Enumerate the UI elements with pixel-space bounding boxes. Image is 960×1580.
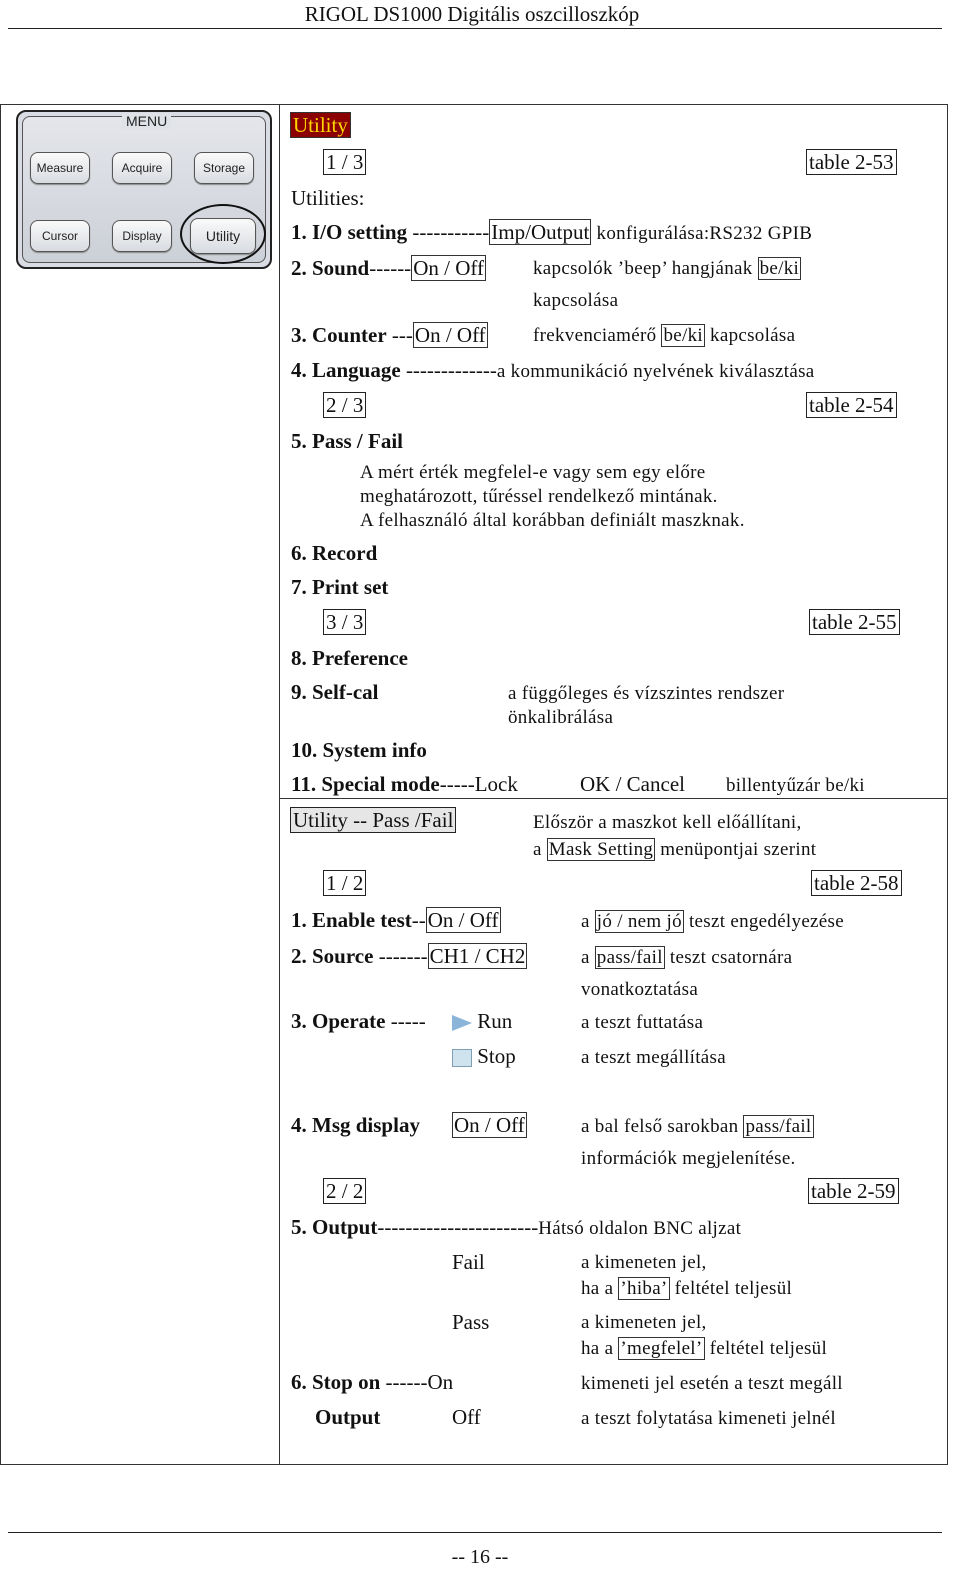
output-pass-label: Pass: [452, 1310, 490, 1334]
enable-test-value: On / Off: [427, 908, 499, 932]
run-label: Run: [477, 1009, 513, 1033]
msg-display-row: [291, 1113, 420, 1138]
utility-key: Utility: [190, 218, 256, 254]
stop-on-dash: ------: [385, 1370, 428, 1394]
source-desc: [581, 947, 792, 969]
run-row: [452, 1009, 512, 1034]
special-mode-options: OK / Cancel: [580, 772, 685, 796]
enable-test-desc-3: teszt engedélyezése: [688, 911, 844, 932]
source-desc-3: teszt csatornára: [669, 947, 793, 968]
counter-desc-2: kapcsolása: [710, 325, 796, 346]
output-label: 5. Output: [291, 1215, 378, 1239]
output-row: [291, 1215, 741, 1240]
language-desc: a kommunikáció nyelvének kiválasztása: [496, 361, 815, 382]
header-rule: [8, 28, 942, 29]
record-label: 6. Record: [291, 541, 378, 565]
special-mode-lock: Lock: [474, 772, 518, 796]
utility-highlight-ring: [180, 204, 266, 264]
page-indicator-2-3: 2 / 3: [323, 392, 366, 418]
page-number: -- 16 --: [451, 1546, 509, 1568]
stop-on-row: [291, 1370, 453, 1395]
output-fail-desc-box: ’hiba’: [620, 1278, 668, 1299]
source-row: [291, 944, 527, 969]
output-pass-desc-2a: ha a: [581, 1338, 614, 1359]
stop-label: Stop: [477, 1044, 516, 1068]
table-ref-2-59: table 2-59: [808, 1178, 899, 1204]
io-setting-dash: -----------: [412, 220, 490, 244]
counter-dash: ---: [391, 323, 413, 347]
source-desc-1: a: [581, 947, 590, 968]
counter-desc: [533, 325, 795, 347]
utilities-heading: Utilities:: [291, 186, 365, 210]
source-value: CH1 / CH2: [429, 944, 526, 968]
source-desc-box: pass/fail: [596, 947, 663, 968]
cursor-key: Cursor: [30, 220, 90, 252]
operate-dash: -----: [390, 1009, 426, 1033]
page-indicator-2-2: 2 / 2: [323, 1178, 366, 1204]
language-label: 4. Language: [291, 358, 401, 382]
footer-rule: [8, 1532, 942, 1533]
pass-fail-desc-2: meghatározott, tűréssel rendelkező mintának.: [360, 486, 718, 507]
passfail-intro-2c: menüpontjai szerint: [660, 839, 817, 860]
sound-desc-1: kapcsolók ’beep’ hangjának: [533, 258, 753, 279]
output-fail-desc-1: a kimeneten jel,: [581, 1252, 707, 1273]
self-cal-label: 9. Self-cal: [291, 680, 379, 704]
preference-label: 8. Preference: [291, 646, 408, 670]
operate-row: [291, 1009, 426, 1034]
sound-desc-box: be/ki: [759, 258, 800, 279]
output-pass-desc-2c: feltétel teljesül: [709, 1338, 828, 1359]
msg-display-desc: [581, 1116, 814, 1138]
stop-on-output-label: Output: [315, 1405, 381, 1429]
counter-desc-box: be/ki: [663, 325, 703, 346]
language-row: [291, 358, 815, 383]
table-ref-2-54: table 2-54: [806, 392, 897, 418]
page-indicator-1-3: 1 / 3: [323, 149, 366, 175]
operate-label: 3. Operate: [291, 1009, 386, 1033]
output-desc: Hátsó oldalon BNC aljzat: [538, 1218, 742, 1239]
output-fail-desc-2: [581, 1278, 792, 1300]
display-key: Display: [112, 220, 172, 252]
enable-test-desc: [581, 911, 844, 933]
mask-setting-box: Mask Setting: [548, 839, 654, 860]
msg-display-desc-1: a bal felső sarokban: [581, 1116, 739, 1137]
stop-icon: [452, 1049, 472, 1067]
measure-key: Measure: [30, 152, 90, 184]
enable-test-label: 1. Enable test: [291, 908, 412, 932]
page-indicator-3-3: 3 / 3: [323, 609, 366, 635]
sound-dash: ------: [369, 256, 412, 280]
passfail-intro-2a: a: [533, 839, 542, 860]
sound-label: 2. Sound: [291, 256, 370, 280]
stop-desc: a teszt megállítása: [581, 1047, 726, 1068]
table-ref-2-55: table 2-55: [809, 609, 900, 635]
system-info-label: 10. System info: [291, 738, 427, 762]
enable-test-dash: --: [411, 908, 426, 932]
utility-title-label: Utility: [290, 112, 351, 138]
msg-display-value: On / Off: [454, 1113, 525, 1137]
sound-row: [291, 256, 486, 281]
table-ref-2-58: table 2-58: [811, 870, 902, 896]
output-fail-desc-2c: feltétel teljesül: [674, 1278, 793, 1299]
source-dash: -------: [378, 944, 428, 968]
self-cal-desc-2: önkalibrálása: [508, 707, 614, 728]
stop-on-off: Off: [452, 1405, 481, 1429]
output-fail-label: Fail: [452, 1250, 485, 1274]
counter-value: On / Off: [414, 323, 486, 347]
print-set-label: 7. Print set: [291, 575, 389, 599]
enable-test-desc-1: a: [581, 911, 590, 932]
page-indicator-1-2: 1 / 2: [323, 870, 366, 896]
output-pass-desc-2: [581, 1338, 827, 1360]
counter-label: 3. Counter: [291, 323, 387, 347]
run-desc: a teszt futtatása: [581, 1012, 704, 1033]
stop-on-on-desc: kimeneti jel esetén a teszt megáll: [581, 1373, 843, 1394]
acquire-key: Acquire: [112, 152, 172, 184]
special-mode-dash: -----: [439, 772, 475, 796]
special-mode-label: 11. Special mode: [291, 772, 440, 796]
enable-test-desc-box: jó / nem jó: [596, 911, 682, 932]
output-fail-desc-2a: ha a: [581, 1278, 614, 1299]
panel-menu-label: MENU: [122, 113, 171, 129]
io-setting-value: Imp/Output: [491, 220, 590, 244]
io-setting-desc: konfigurálása:RS232 GPIB: [596, 223, 813, 244]
page-header: RIGOL DS1000 Digitális oszcilloszkóp: [304, 2, 640, 26]
output-pass-desc-box: ’megfelel’: [620, 1338, 703, 1359]
stop-on-off-desc: a teszt folytatása kimeneti jelnél: [581, 1408, 836, 1429]
passfail-intro-2: [533, 839, 816, 861]
sound-desc-2: kapcsolása: [533, 290, 619, 311]
language-dash: -------------: [405, 358, 497, 382]
sound-desc: [533, 258, 801, 280]
stop-on-label: 6. Stop on: [291, 1370, 381, 1394]
run-icon: [452, 1015, 472, 1031]
column-divider: [279, 104, 280, 1465]
io-setting-label: 1. I/O setting: [291, 220, 408, 244]
io-setting-row: [291, 220, 812, 245]
output-pass-desc-1: a kimeneten jel,: [581, 1312, 707, 1333]
sound-value: On / Off: [413, 256, 484, 280]
self-cal-desc-1: a függőleges és vízszintes rendszer: [508, 683, 785, 704]
pass-fail-desc-3: A felhasználó által korábban definiált maszknak.: [360, 510, 745, 531]
counter-desc-1: frekvenciamérő: [533, 325, 657, 346]
output-dash: -----------------------: [377, 1215, 539, 1239]
passfail-title: Utility -- Pass /Fail: [290, 807, 456, 833]
utility-title: [290, 113, 351, 138]
source-label: 2. Source: [291, 944, 374, 968]
msg-display-desc-box: pass/fail: [745, 1116, 812, 1137]
pass-fail-label: 5. Pass / Fail: [291, 429, 404, 453]
front-panel-image: [16, 110, 272, 269]
table-ref-2-53: table 2-53: [806, 149, 897, 175]
msg-display-desc-3: információk megjelenítése.: [581, 1148, 796, 1169]
stop-on-on: On: [427, 1370, 454, 1394]
section-divider: [279, 798, 948, 799]
passfail-intro-1: Először a maszkot kell előállítani,: [533, 812, 802, 833]
pass-fail-desc-1: A mért érték megfelel-e vagy sem egy előre: [360, 462, 706, 483]
stop-row: [452, 1044, 516, 1069]
msg-display-label: 4. Msg display: [291, 1113, 420, 1137]
special-mode-desc: billentyűzár be/ki: [726, 775, 865, 796]
counter-row: [291, 323, 488, 348]
source-desc-4: vonatkoztatása: [581, 979, 699, 1000]
enable-test-row: [291, 908, 501, 933]
special-mode-row: [291, 772, 518, 797]
storage-key: Storage: [194, 152, 254, 184]
